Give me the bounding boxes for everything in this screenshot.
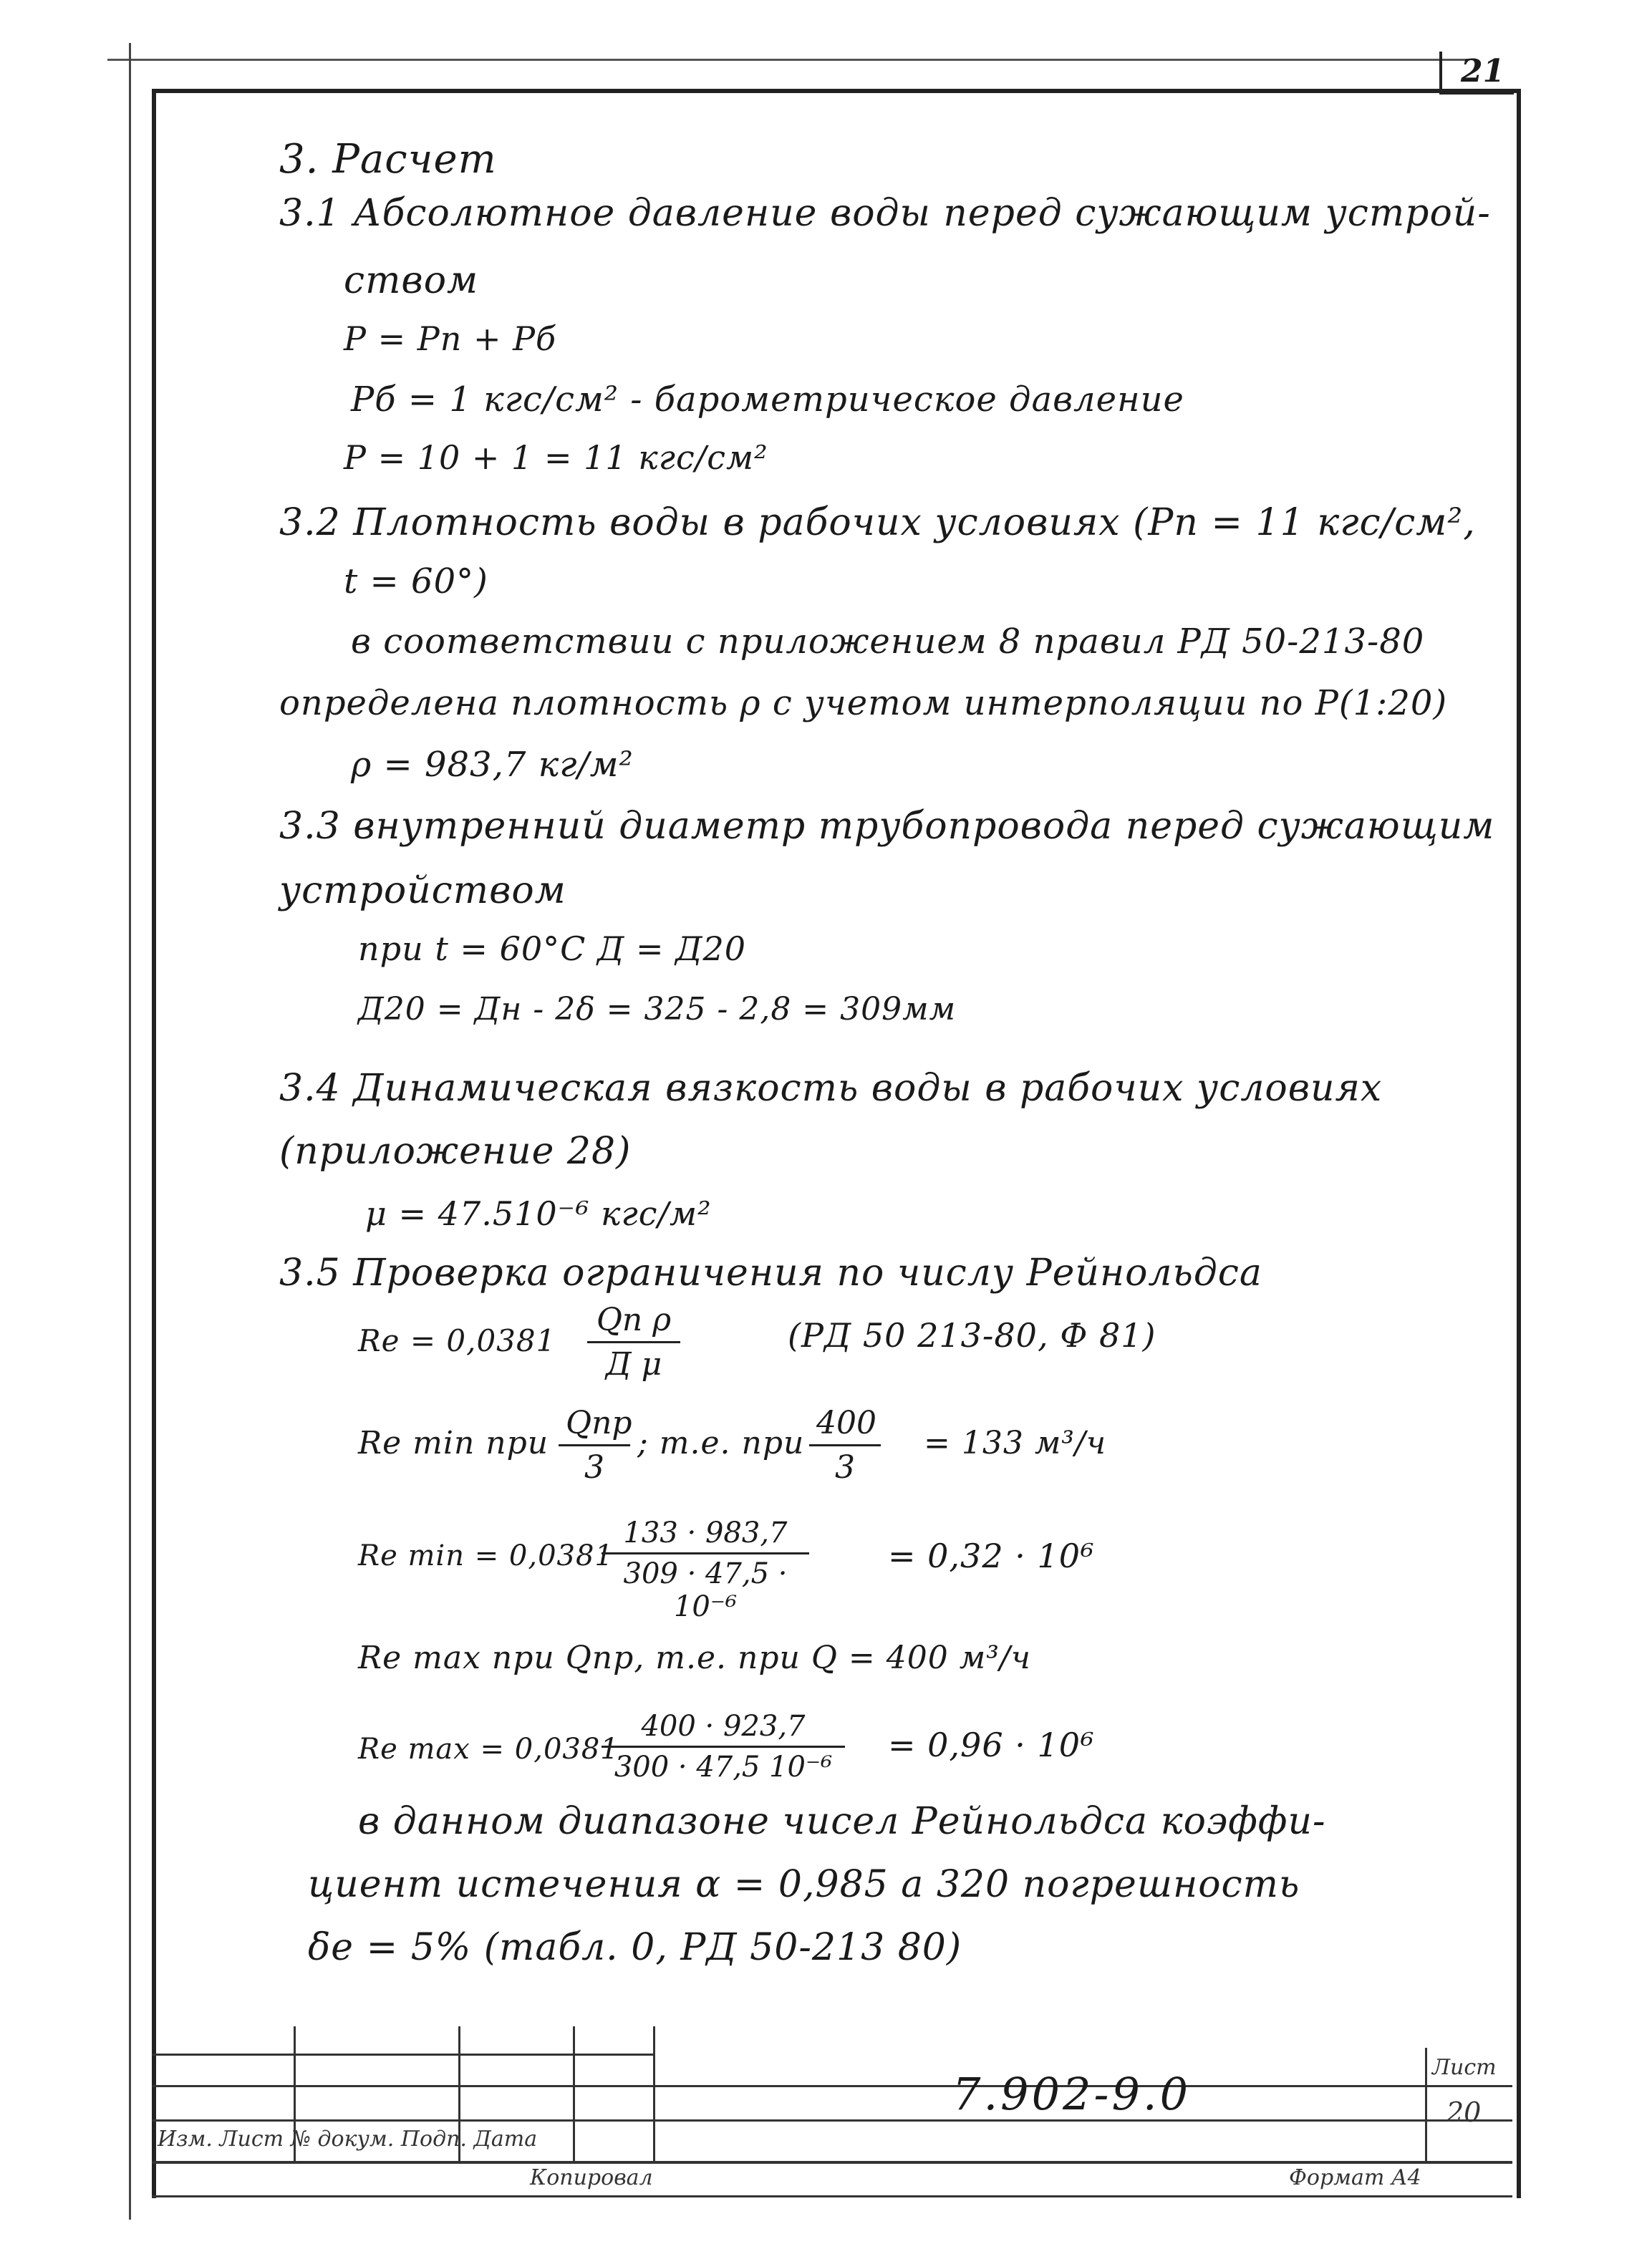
s34-heading-1: 3.4 Динамическая вязкость воды в рабочих условиях: [279, 1067, 1383, 1110]
conclusion-line-2: циент истечения α = 0,985 а 320 погрешность: [308, 1863, 1300, 1906]
remin-fraction-2: [809, 1405, 881, 1486]
re-formula-reference: (РД 50 213-80, Ф 81): [788, 1316, 1156, 1355]
s34-heading-2: (приложение 28): [279, 1130, 632, 1173]
remax-calc-lhs: Re max = 0,0381: [358, 1733, 619, 1766]
title-block-rule-1: [152, 2054, 653, 2056]
s32-heading-1: 3.2 Плотность воды в рабочих условиях (Pп = 11 кгс/см²,: [279, 501, 1476, 544]
remax-calc-numerator: 400 · 923,7: [602, 1710, 845, 1748]
title-block-labels: Изм. Лист № докум. Подп. Дата: [158, 2127, 538, 2152]
re-denominator: Д μ: [605, 1346, 662, 1383]
title-block-rule-2: [152, 2085, 1512, 2087]
remin-fraction-1: [559, 1405, 630, 1486]
s33-condition: при t = 60°C Д = Д20: [358, 929, 747, 968]
re-formula-lhs: Re = 0,0381: [358, 1323, 556, 1358]
title-block-rule-4: [152, 2161, 1512, 2164]
s33-heading-1: 3.3 внутренний диаметр трубопровода перед сужающим: [279, 805, 1495, 848]
format-label: Формат А4: [1289, 2165, 1421, 2190]
remax-calc-fraction: [602, 1710, 845, 1784]
document-code: 7.902-9.0: [952, 2068, 1192, 2120]
s33-heading-2: устройством: [279, 869, 566, 912]
remax-calc-rhs: = 0,96 · 10⁶: [888, 1726, 1095, 1764]
remin-f2-denominator: 3: [835, 1449, 855, 1486]
title-block-col-5: [1425, 2048, 1427, 2162]
s34-result: μ = 47.510⁻⁶ кгс/м²: [365, 1194, 712, 1233]
s31-barometric-line: Pб = 1 кгс/см² - барометрическое давление: [351, 379, 1184, 420]
sheet-label: Лист: [1432, 2055, 1497, 2080]
title-block-col-4: [653, 2026, 655, 2162]
remax-calc-denominator: 300 · 47,5 10⁻⁶: [614, 1751, 833, 1784]
remin-f1-numerator: Qпр: [559, 1405, 630, 1446]
remin-mid: ; т.е. при: [637, 1425, 805, 1461]
s31-calc: P = 10 + 1 = 11 кгс/см²: [344, 438, 768, 477]
remin-calc-fraction: [602, 1517, 809, 1623]
s35-heading: 3.5 Проверка ограничения по числу Рейнольдса: [279, 1252, 1262, 1295]
s31-heading-1: 3.1 Абсолютное давление воды перед сужающим устрой-: [279, 192, 1491, 235]
remin-calc-numerator: 133 · 983,7: [602, 1517, 809, 1554]
remin-calc-lhs: Re min = 0,0381: [358, 1539, 614, 1572]
remin-lhs: Re min при: [358, 1425, 549, 1461]
title-block-rule-3: [152, 2119, 1512, 2122]
sheet-value: 20: [1446, 2097, 1482, 2128]
title-block-rule-5: [152, 2195, 1512, 2197]
s32-text-2: определена плотность ρ с учетом интерполяции по P(1:20): [279, 683, 1448, 723]
title-block-sheet-rule: [1425, 2085, 1512, 2087]
remin-calc-rhs: = 0,32 · 10⁶: [888, 1537, 1095, 1575]
s33-calc: Д20 = Дн - 2δ = 325 - 2,8 = 309мм: [358, 991, 957, 1027]
remin-f2-numerator: 400: [809, 1405, 881, 1446]
remin-f1-denominator: 3: [584, 1449, 604, 1486]
remin-rhs: = 133 м³/ч: [924, 1425, 1107, 1461]
s32-result: ρ = 983,7 кг/м²: [351, 745, 634, 785]
remin-calc-denominator: 309 · 47,5 · 10⁻⁶: [623, 1557, 788, 1623]
s31-formula: P = Pп + Pб: [344, 319, 557, 358]
sheet-number: 21: [1461, 53, 1505, 90]
left-margin-rule: [129, 43, 131, 2220]
top-rule: [107, 59, 1468, 61]
re-numerator: Qп ρ: [587, 1302, 680, 1343]
copied-label: Копировал: [530, 2165, 653, 2190]
remax-line: Re max при Qпр, т.е. при Q = 400 м³/ч: [358, 1640, 1032, 1676]
conclusion-line-3: δe = 5% (табл. 0, РД 50-213 80): [308, 1926, 962, 1969]
conclusion-line-1: в данном диапазоне чисел Рейнольдса коэффи-: [358, 1800, 1326, 1843]
s32-text-1: в соответствии с приложением 8 правил РД 50-213-80: [351, 622, 1425, 662]
re-formula-fraction: [587, 1302, 680, 1383]
section-title: 3. Расчет: [279, 136, 497, 183]
s32-heading-2: t = 60°): [344, 561, 488, 601]
s31-heading-2: ством: [344, 259, 479, 302]
title-block-col-3: [573, 2026, 575, 2162]
